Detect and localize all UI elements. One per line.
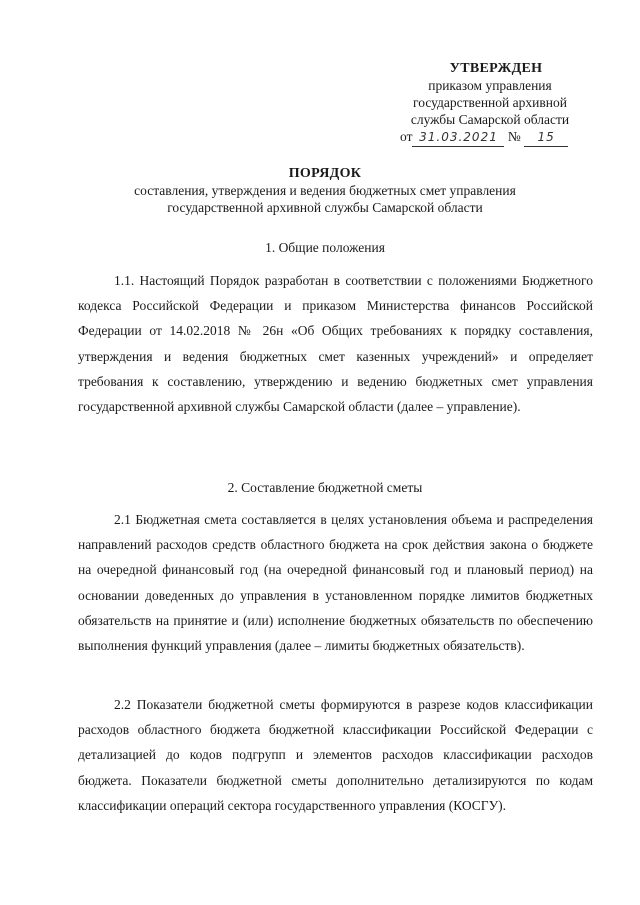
paragraph-2-2: 2.2 Показатели бюджетной сметы формируются в разрезе кодов классификации расходов областного бюджета бюджетной классификации Российской Федерации с детализацией до кодов подгрупп и элементов расходов классификации расходов бюджета. Показатели бюджетной сметы дополнительно детализируются по кодам классификации операций сектора государственного управления (КОСГУ).: [78, 697, 593, 813]
document-subtitle-line-1: составления, утверждения и ведения бюджетных смет управления: [134, 183, 516, 198]
approval-stamp-block: [390, 60, 590, 147]
approval-date-number-row: [390, 128, 590, 147]
approval-line-3: службы Самарской области: [410, 112, 570, 127]
handwritten-number: 15: [524, 129, 568, 147]
paragraph-1-1: 1.1. Настоящий Порядок разработан в соответствии с положениями Бюджетного кодекса Российской Федерации и приказом Министерства финансов Российской Федерации от 14.02.2018 № 26н «Об Общих требованиях к порядку составления, утверждения и ведения бюджетных смет казенных учреждений» и определяет требования к составлению, утверждению и ведению бюджетных смет управления государственной архивной службы Самарской области (далее – управление).: [78, 273, 593, 415]
document-subtitle-line-2: государственной архивной службы Самарской области: [167, 200, 483, 215]
document-title: ПОРЯДОК: [288, 166, 362, 181]
approval-heading: УТВЕРЖДЕН: [449, 61, 543, 76]
number-label: №: [507, 129, 521, 144]
document-title-block: [60, 165, 590, 216]
approval-line-1: приказом управления: [428, 78, 552, 93]
handwritten-date: 31.03.2021: [412, 129, 504, 147]
section-heading-general: 1. Общие положения: [265, 240, 385, 255]
from-label: от: [400, 129, 413, 144]
approval-line-2: государственной архивной: [413, 95, 567, 110]
section-heading-budget-estimate: 2. Составление бюджетной сметы: [227, 480, 423, 495]
paragraph-2-1: 2.1 Бюджетная смета составляется в целях установления объема и распределения направлений расходов средств областного бюджета на срок действия закона о бюджете на очередной финансовый год (на очередной финансовый год и плановый период) на основании доведенных до управления в установленном порядке лимитов бюджетных обязательств на принятие и (или) исполнение бюджетных обязательств по обеспечению выполнения функций управления (далее – лимиты бюджетных обязательств).: [78, 512, 593, 654]
